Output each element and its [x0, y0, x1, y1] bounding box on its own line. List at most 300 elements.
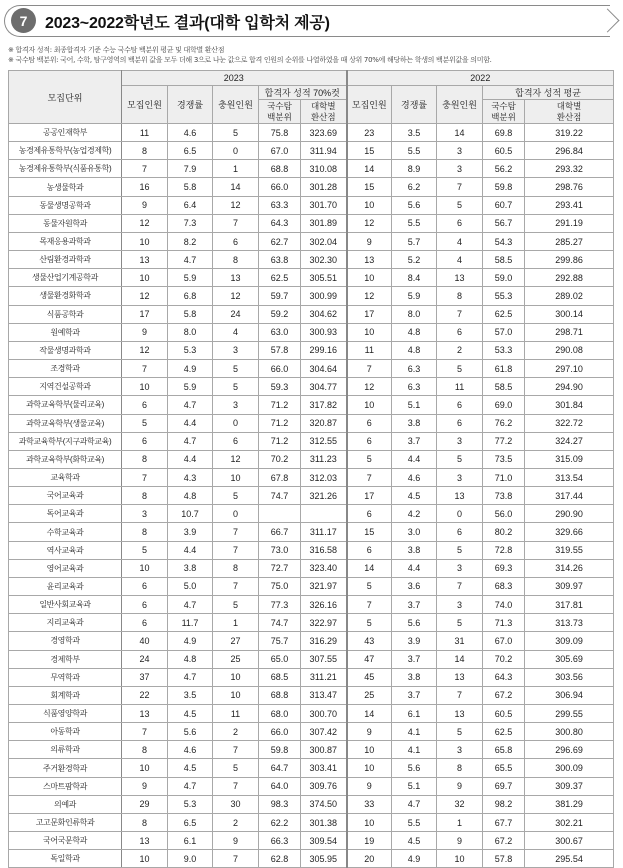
- ratio-2022-cell: 5.2: [392, 251, 437, 269]
- conv-2023-cell: 374.50: [301, 795, 347, 813]
- quota-2023-cell: 9: [122, 196, 168, 214]
- quota-2022-cell: 23: [347, 124, 392, 142]
- dept-cell: 스마트팜학과: [9, 777, 122, 795]
- ratio-2023-cell: 9.0: [168, 850, 213, 868]
- ratio-2023-cell: 5.3: [168, 795, 213, 813]
- extra-2022-cell: 31: [437, 632, 483, 650]
- quota-2022-cell: 5: [347, 614, 392, 632]
- ratio-2023-cell: 5.0: [168, 577, 213, 595]
- ratio-2023-cell: 4.7: [168, 668, 213, 686]
- dept-cell: 식품영양학과: [9, 705, 122, 723]
- table-row: [9, 559, 614, 577]
- table-row: [9, 614, 614, 632]
- quota-2023-cell: 11: [122, 124, 168, 142]
- pct-2023-cell: 66.3: [259, 832, 301, 850]
- table-row: [9, 142, 614, 160]
- table-row: [9, 723, 614, 741]
- table-row: [9, 396, 614, 414]
- ratio-2023-cell: 4.9: [168, 632, 213, 650]
- dept-cell: 지역건설공학과: [9, 378, 122, 396]
- dept-cell: 국어교육과: [9, 487, 122, 505]
- quota-2023-cell: 5: [122, 414, 168, 432]
- quota-2023-cell: 9: [122, 777, 168, 795]
- quota-2022-cell: 20: [347, 850, 392, 868]
- dept-header: 모집단위: [9, 71, 122, 124]
- dept-cell: 생물환경화학과: [9, 287, 122, 305]
- pct-2023-cell: 66.0: [259, 723, 301, 741]
- quota-2023-cell: 12: [122, 214, 168, 232]
- extra-2022-cell: 3: [437, 160, 483, 178]
- conv-2022-cell: 296.84: [525, 142, 614, 160]
- pct-2023-cell: 67.0: [259, 142, 301, 160]
- pct-2022-cell: 69.3: [483, 559, 525, 577]
- conv-header-line: 대학별: [310, 100, 336, 111]
- extra-2022-cell: 3: [437, 432, 483, 450]
- extra-2022-cell: 6: [437, 414, 483, 432]
- ratio-2022-cell: 4.4: [392, 450, 437, 468]
- conv-2022-cell: 381.29: [525, 795, 614, 813]
- ratio-2023-cell: 8.0: [168, 323, 213, 341]
- dept-cell: 의류학과: [9, 741, 122, 759]
- quota-2022-cell: 15: [347, 178, 392, 196]
- quota-2023-cell: 6: [122, 577, 168, 595]
- conv-2023-cell: [301, 505, 347, 523]
- conv-2022-cell: 292.88: [525, 269, 614, 287]
- ratio-2022-cell: 4.8: [392, 323, 437, 341]
- ratio-2022-cell: 5.5: [392, 214, 437, 232]
- pct-2023-cell: 71.2: [259, 396, 301, 414]
- conv-2023-cell: 307.42: [301, 723, 347, 741]
- extra-2023-cell: 3: [213, 396, 259, 414]
- conv-2023-cell: 322.97: [301, 614, 347, 632]
- ratio-2022-cell: 8.4: [392, 269, 437, 287]
- conv-2022-cell: 315.09: [525, 450, 614, 468]
- extra-2023-cell: 0: [213, 142, 259, 160]
- conv-2023-cell: 300.87: [301, 741, 347, 759]
- dept-cell: 아동학과: [9, 723, 122, 741]
- table-body: [9, 124, 614, 868]
- table-row: [9, 523, 614, 541]
- ratio-2022-cell: 4.4: [392, 559, 437, 577]
- conv-2022-cell: 298.71: [525, 323, 614, 341]
- table-row: [9, 414, 614, 432]
- dept-cell: 원예학과: [9, 323, 122, 341]
- ratio-2023-cell: 11.7: [168, 614, 213, 632]
- pct-2022-cell: 62.5: [483, 305, 525, 323]
- extra-2023-cell: 3: [213, 341, 259, 359]
- conv-2022-cell: 299.55: [525, 705, 614, 723]
- quota-2023-cell: 7: [122, 160, 168, 178]
- dept-cell: 농경제유통학부(식품유통학): [9, 160, 122, 178]
- conv-2023-cell: 301.28: [301, 178, 347, 196]
- table-row: [9, 632, 614, 650]
- table-row: [9, 269, 614, 287]
- pct-2022-cell: 58.5: [483, 251, 525, 269]
- quota-header-2022: 모집인원: [347, 86, 392, 124]
- pct-2023-cell: 72.7: [259, 559, 301, 577]
- extra-2023-cell: 1: [213, 160, 259, 178]
- ratio-2023-cell: 5.8: [168, 178, 213, 196]
- extra-2022-cell: 3: [437, 596, 483, 614]
- pct-2023-cell: 75.7: [259, 632, 301, 650]
- quota-2023-cell: 8: [122, 450, 168, 468]
- quota-2023-cell: 7: [122, 360, 168, 378]
- ratio-2023-cell: 6.4: [168, 196, 213, 214]
- ratio-2023-cell: 4.7: [168, 251, 213, 269]
- ratio-2022-cell: 3.6: [392, 577, 437, 595]
- dept-cell: 동물자원학과: [9, 214, 122, 232]
- ratio-2022-cell: 4.5: [392, 487, 437, 505]
- ratio-2022-cell: 3.5: [392, 124, 437, 142]
- conv-2022-cell: 300.09: [525, 759, 614, 777]
- ratio-2022-cell: 5.1: [392, 777, 437, 795]
- pct-2022-cell: 69.8: [483, 124, 525, 142]
- extra-2023-cell: 25: [213, 650, 259, 668]
- ratio-2022-cell: 3.7: [392, 686, 437, 704]
- quota-2023-cell: 37: [122, 668, 168, 686]
- conv-2022-cell: 314.26: [525, 559, 614, 577]
- table-row: [9, 196, 614, 214]
- conv-2022-cell: 295.54: [525, 850, 614, 868]
- pct-2022-cell: 65.8: [483, 741, 525, 759]
- extra-2022-cell: 7: [437, 305, 483, 323]
- dept-cell: 독어교육과: [9, 505, 122, 523]
- pct-2022-cell: 60.7: [483, 196, 525, 214]
- quota-2022-cell: 15: [347, 523, 392, 541]
- conv-2022-cell: 313.54: [525, 468, 614, 486]
- notes: [8, 45, 492, 65]
- extra-header-2023: 충원인원: [213, 86, 259, 124]
- conv-2023-cell: 312.03: [301, 468, 347, 486]
- quota-2022-cell: 12: [347, 214, 392, 232]
- conv-2022-cell: 309.97: [525, 577, 614, 595]
- table-row: [9, 541, 614, 559]
- conv-2022-cell: 300.80: [525, 723, 614, 741]
- pct-2022-cell: 55.3: [483, 287, 525, 305]
- quota-2022-cell: 10: [347, 741, 392, 759]
- conv-2022-cell: 329.66: [525, 523, 614, 541]
- table-row: [9, 432, 614, 450]
- quota-2023-cell: 8: [122, 813, 168, 831]
- dept-cell: 무역학과: [9, 668, 122, 686]
- note-line: ※ 합격자 성적: 최종합격자 기준 수능 국수탐 백분위 평균 및 대학별 환산점: [8, 46, 225, 54]
- ratio-2022-cell: 3.7: [392, 650, 437, 668]
- pct-2022-cell: 61.8: [483, 360, 525, 378]
- conv-2022-cell: 300.67: [525, 832, 614, 850]
- conv-2023-cell: 300.99: [301, 287, 347, 305]
- pct-2022-cell: 77.2: [483, 432, 525, 450]
- extra-2023-cell: 5: [213, 596, 259, 614]
- extra-2023-cell: 5: [213, 759, 259, 777]
- extra-2022-cell: 7: [437, 686, 483, 704]
- quota-2023-cell: 10: [122, 269, 168, 287]
- conv-2022-cell: 303.56: [525, 668, 614, 686]
- quota-2023-cell: 6: [122, 396, 168, 414]
- conv-2023-cell: 305.95: [301, 850, 347, 868]
- table-row: [9, 450, 614, 468]
- section-number-badge: 7: [11, 8, 36, 33]
- conv-2023-cell: 321.26: [301, 487, 347, 505]
- quota-2022-cell: 9: [347, 232, 392, 250]
- conv-2023-cell: 309.54: [301, 832, 347, 850]
- quota-2022-cell: 9: [347, 723, 392, 741]
- ratio-2023-cell: 5.8: [168, 305, 213, 323]
- ratio-2022-cell: 4.9: [392, 850, 437, 868]
- extra-2023-cell: 4: [213, 323, 259, 341]
- pct-2023-cell: 59.3: [259, 378, 301, 396]
- extra-2023-cell: 5: [213, 360, 259, 378]
- conv-2022-cell: 290.90: [525, 505, 614, 523]
- extra-2022-cell: 5: [437, 196, 483, 214]
- pct-2023-cell: 68.8: [259, 160, 301, 178]
- dept-cell: 동물생명공학과: [9, 196, 122, 214]
- table-row: [9, 323, 614, 341]
- quota-2022-cell: 10: [347, 813, 392, 831]
- extra-2023-cell: 13: [213, 269, 259, 287]
- quota-2023-cell: 8: [122, 523, 168, 541]
- pct-2022-cell: 59.0: [483, 269, 525, 287]
- pct-2023-cell: 74.7: [259, 487, 301, 505]
- extra-2023-cell: 5: [213, 378, 259, 396]
- extra-2022-cell: 8: [437, 287, 483, 305]
- conv-header-line: 대학별: [556, 100, 582, 111]
- ratio-header-2022: 경쟁률: [392, 86, 437, 124]
- pct-header-2022: [483, 100, 525, 124]
- conv-2023-cell: 300.70: [301, 705, 347, 723]
- pct-2022-cell: 67.7: [483, 813, 525, 831]
- pct-2022-cell: 60.5: [483, 705, 525, 723]
- ratio-2022-cell: 6.1: [392, 705, 437, 723]
- conv-2023-cell: 323.69: [301, 124, 347, 142]
- quota-2023-cell: 7: [122, 468, 168, 486]
- ratio-2022-cell: 3.7: [392, 432, 437, 450]
- ratio-2022-cell: 5.7: [392, 232, 437, 250]
- quota-2023-cell: 29: [122, 795, 168, 813]
- table-row: [9, 287, 614, 305]
- quota-2023-cell: 9: [122, 323, 168, 341]
- ratio-2022-cell: 5.5: [392, 813, 437, 831]
- table-row: [9, 232, 614, 250]
- table-row: [9, 668, 614, 686]
- ratio-2023-cell: 7.9: [168, 160, 213, 178]
- quota-2022-cell: 5: [347, 450, 392, 468]
- quota-2022-cell: 12: [347, 378, 392, 396]
- table-row: [9, 124, 614, 142]
- extra-2022-cell: 5: [437, 614, 483, 632]
- extra-2023-cell: 12: [213, 287, 259, 305]
- pct-2023-cell: 64.3: [259, 214, 301, 232]
- conv-2022-cell: 297.10: [525, 360, 614, 378]
- pct-2023-cell: 67.8: [259, 468, 301, 486]
- extra-2023-cell: 2: [213, 813, 259, 831]
- dept-cell: 교육학과: [9, 468, 122, 486]
- conv-2023-cell: 302.04: [301, 232, 347, 250]
- extra-2022-cell: 1: [437, 813, 483, 831]
- ratio-2022-cell: 8.9: [392, 160, 437, 178]
- conv-2023-cell: 304.77: [301, 378, 347, 396]
- pct-2023-cell: 66.7: [259, 523, 301, 541]
- quota-2023-cell: 6: [122, 614, 168, 632]
- quota-2023-cell: 8: [122, 487, 168, 505]
- extra-2023-cell: 7: [213, 777, 259, 795]
- quota-2022-cell: 12: [347, 287, 392, 305]
- ratio-2022-cell: 3.8: [392, 541, 437, 559]
- pct-2023-cell: 75.8: [259, 124, 301, 142]
- ratio-2023-cell: 6.5: [168, 813, 213, 831]
- extra-2022-cell: 5: [437, 450, 483, 468]
- extra-2023-cell: 0: [213, 414, 259, 432]
- extra-2022-cell: 5: [437, 360, 483, 378]
- ratio-2022-cell: 5.6: [392, 196, 437, 214]
- pct-2023-cell: 59.2: [259, 305, 301, 323]
- conv-2022-cell: 302.21: [525, 813, 614, 831]
- extra-2023-cell: 5: [213, 487, 259, 505]
- conv-2022-cell: 293.32: [525, 160, 614, 178]
- extra-2023-cell: 24: [213, 305, 259, 323]
- dept-cell: 고고문화인류학과: [9, 813, 122, 831]
- quota-2022-cell: 10: [347, 323, 392, 341]
- table-row: [9, 251, 614, 269]
- conv-2023-cell: 300.93: [301, 323, 347, 341]
- extra-2022-cell: 6: [437, 523, 483, 541]
- ratio-2023-cell: 4.7: [168, 777, 213, 795]
- ratio-2023-cell: 4.5: [168, 759, 213, 777]
- ratio-2022-cell: 4.8: [392, 341, 437, 359]
- conv-header-line: 환산점: [556, 111, 582, 122]
- quota-2022-cell: 17: [347, 305, 392, 323]
- dept-cell: 국어국문학과: [9, 832, 122, 850]
- pct-2023-cell: 98.3: [259, 795, 301, 813]
- quota-2022-cell: 10: [347, 269, 392, 287]
- pct-2023-cell: 66.0: [259, 178, 301, 196]
- extra-2022-cell: 13: [437, 269, 483, 287]
- extra-2023-cell: 12: [213, 450, 259, 468]
- dept-cell: 작물생명과학과: [9, 341, 122, 359]
- extra-2023-cell: 11: [213, 705, 259, 723]
- quota-2022-cell: 10: [347, 396, 392, 414]
- ratio-2022-cell: 5.6: [392, 614, 437, 632]
- pct-2023-cell: 59.7: [259, 287, 301, 305]
- conv-2023-cell: 301.89: [301, 214, 347, 232]
- ratio-2023-cell: 4.4: [168, 414, 213, 432]
- conv-2023-cell: 317.82: [301, 396, 347, 414]
- ratio-2022-cell: 5.5: [392, 142, 437, 160]
- table-row: [9, 777, 614, 795]
- conv-2022-cell: 296.69: [525, 741, 614, 759]
- extra-header-2022: 충원인원: [437, 86, 483, 124]
- quota-2022-cell: 5: [347, 577, 392, 595]
- quota-2022-cell: 15: [347, 142, 392, 160]
- quota-2023-cell: 24: [122, 650, 168, 668]
- quota-2022-cell: 19: [347, 832, 392, 850]
- conv-2022-cell: 300.14: [525, 305, 614, 323]
- pct-2023-cell: 57.8: [259, 341, 301, 359]
- extra-2023-cell: 8: [213, 251, 259, 269]
- dept-cell: 경제학부: [9, 650, 122, 668]
- ratio-2023-cell: 5.9: [168, 378, 213, 396]
- extra-2022-cell: 0: [437, 505, 483, 523]
- conv-header-line: 환산점: [310, 111, 336, 122]
- table-row: [9, 577, 614, 595]
- ratio-2023-cell: 3.9: [168, 523, 213, 541]
- conv-2023-cell: 323.40: [301, 559, 347, 577]
- conv-2023-cell: 311.21: [301, 668, 347, 686]
- conv-2023-cell: 302.30: [301, 251, 347, 269]
- quota-2022-cell: 45: [347, 668, 392, 686]
- quota-2022-cell: 25: [347, 686, 392, 704]
- extra-2023-cell: 14: [213, 178, 259, 196]
- quota-2023-cell: 8: [122, 741, 168, 759]
- extra-2022-cell: 4: [437, 251, 483, 269]
- conv-2023-cell: 313.47: [301, 686, 347, 704]
- dept-cell: 회계학과: [9, 686, 122, 704]
- conv-header-2023: [301, 100, 347, 124]
- table-row: [9, 305, 614, 323]
- conv-2023-cell: 304.62: [301, 305, 347, 323]
- ratio-2023-cell: 4.4: [168, 450, 213, 468]
- conv-2022-cell: 291.19: [525, 214, 614, 232]
- dept-cell: 산림환경과학과: [9, 251, 122, 269]
- year-2023-header: 2023: [122, 71, 347, 86]
- pct-2023-cell: 64.0: [259, 777, 301, 795]
- table-row: [9, 378, 614, 396]
- pct-2022-cell: 60.5: [483, 142, 525, 160]
- extra-2023-cell: 10: [213, 468, 259, 486]
- extra-2023-cell: 10: [213, 686, 259, 704]
- quota-2022-cell: 47: [347, 650, 392, 668]
- extra-2023-cell: 8: [213, 559, 259, 577]
- dept-cell: 생물산업기계공학과: [9, 269, 122, 287]
- quota-2022-cell: 6: [347, 414, 392, 432]
- conv-2022-cell: 285.27: [525, 232, 614, 250]
- conv-2022-cell: 319.55: [525, 541, 614, 559]
- conv-2023-cell: 321.97: [301, 577, 347, 595]
- extra-2023-cell: 12: [213, 196, 259, 214]
- table-row: [9, 813, 614, 831]
- dept-cell: 역사교육과: [9, 541, 122, 559]
- pct-2023-cell: 70.2: [259, 450, 301, 468]
- conv-2023-cell: 309.76: [301, 777, 347, 795]
- pct-2023-cell: [259, 505, 301, 523]
- page-title: 2023~2022학년도 결과(대학 입학처 제공): [45, 15, 330, 32]
- conv-2023-cell: 301.70: [301, 196, 347, 214]
- quota-2022-cell: 10: [347, 196, 392, 214]
- pct-2022-cell: 57.8: [483, 850, 525, 868]
- ratio-2023-cell: 6.8: [168, 287, 213, 305]
- pct-header-line: 백분위: [267, 111, 292, 122]
- table-row: [9, 850, 614, 868]
- pct-2023-cell: 71.2: [259, 432, 301, 450]
- pct-2022-cell: 76.2: [483, 414, 525, 432]
- ratio-2022-cell: 8.0: [392, 305, 437, 323]
- results-table: [8, 70, 614, 868]
- ratio-2023-cell: 6.1: [168, 832, 213, 850]
- conv-2022-cell: 299.86: [525, 251, 614, 269]
- conv-2022-cell: 294.90: [525, 378, 614, 396]
- conv-2023-cell: 303.41: [301, 759, 347, 777]
- table-row: [9, 487, 614, 505]
- pct-2022-cell: 56.2: [483, 160, 525, 178]
- pct-2023-cell: 63.3: [259, 196, 301, 214]
- pct-2023-cell: 73.0: [259, 541, 301, 559]
- extra-2022-cell: 6: [437, 214, 483, 232]
- ratio-2023-cell: 4.7: [168, 396, 213, 414]
- pct-2023-cell: 59.8: [259, 741, 301, 759]
- dept-cell: 식품공학과: [9, 305, 122, 323]
- quota-2022-cell: 7: [347, 596, 392, 614]
- pct-2023-cell: 62.8: [259, 850, 301, 868]
- extra-2022-cell: 13: [437, 487, 483, 505]
